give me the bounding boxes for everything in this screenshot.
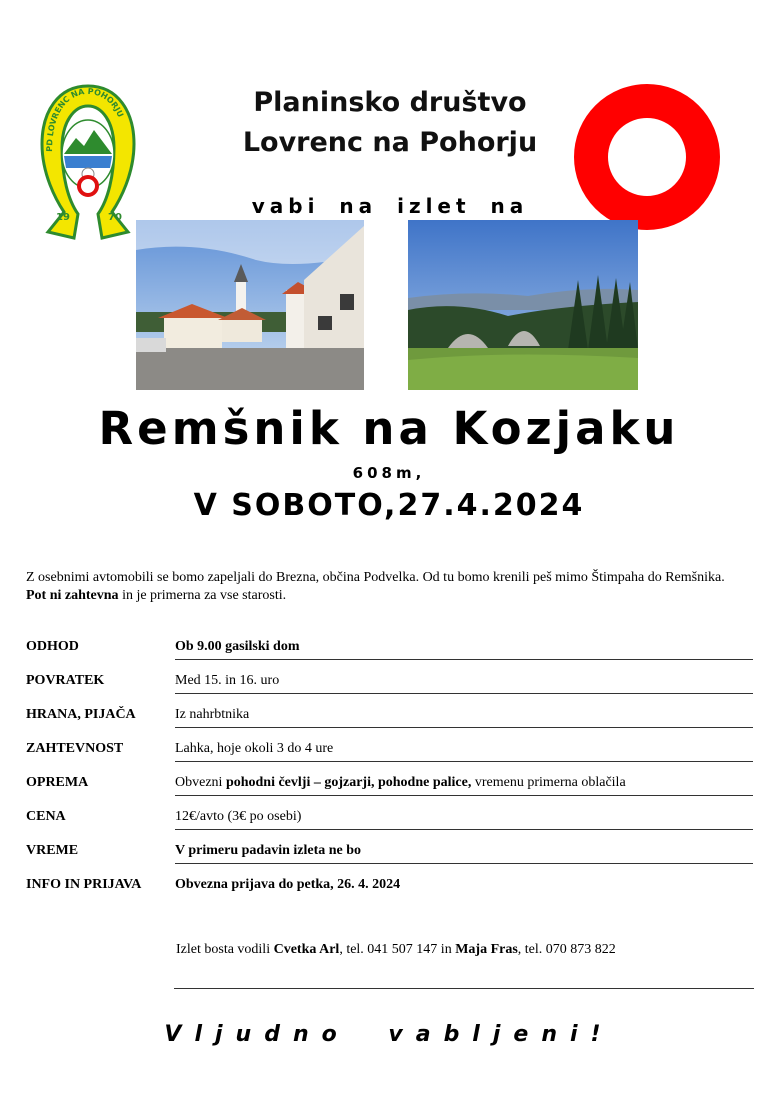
leaders-post: , tel. 070 873 822 xyxy=(517,942,616,957)
row-zahtevnost xyxy=(26,736,754,766)
oprema-pre: Obvezni xyxy=(175,775,226,790)
intro-text-1: Z osebnimi avtomobili se bomo zapeljali do Brezna, občina Podvelka. Od tu bomo krenili peš mimo Štimpaha do Remšnika. xyxy=(26,570,725,585)
leaders-pre: Izlet bosta vodili xyxy=(176,942,274,957)
label-odhod: ODHOD xyxy=(26,639,79,654)
row-info xyxy=(26,872,754,902)
invite-text: vabi na izlet na xyxy=(251,194,529,218)
value-hrana: Iz nahrbtnika xyxy=(175,702,753,728)
intro-text-2: in je primerna za vse starosti. xyxy=(118,588,287,603)
value-vreme: V primeru padavin izleta ne bo xyxy=(175,838,753,864)
label-oprema: OPREMA xyxy=(26,775,89,790)
oprema-bold: pohodni čevlji – gojzarji, pohodne palice, xyxy=(225,775,472,790)
intro-paragraph xyxy=(26,569,746,605)
value-povratek: Med 15. in 16. uro xyxy=(175,668,753,694)
event-title: Remšnik na Kozjaku xyxy=(98,402,680,455)
row-cena xyxy=(26,804,754,834)
value-info: Obvezna prijava do petka, 26. 4. 2024 xyxy=(175,877,401,892)
logo-arc-text: PD LOVRENC NA POHORJU xyxy=(44,86,126,152)
row-hrana xyxy=(26,702,754,732)
logo-lake xyxy=(64,156,112,168)
value-oprema xyxy=(175,770,753,796)
label-info: INFO IN PRIJAVA xyxy=(26,877,142,892)
intro-bold: Pot ni zahtevna xyxy=(26,588,119,603)
label-hrana: HRANA, PIJAČA xyxy=(26,707,136,722)
org-name-line1: Planinsko društvo xyxy=(253,87,527,118)
label-povratek: POVRATEK xyxy=(26,673,105,688)
value-odhod: Ob 9.00 gasilski dom xyxy=(175,634,753,660)
row-povratek xyxy=(26,668,754,698)
leader-name-2: Maja Fras xyxy=(455,942,518,957)
closing-text: Vljudno vabljeni! xyxy=(164,1022,614,1047)
org-name-line2: Lovrenc na Pohorju xyxy=(242,127,538,158)
label-vreme: VREME xyxy=(26,843,79,858)
signature-line xyxy=(174,988,754,989)
label-cena: CENA xyxy=(26,809,66,824)
leader-name-1: Cvetka Arl xyxy=(273,942,340,957)
value-cena: 12€/avto (3€ po osebi) xyxy=(175,804,753,830)
village-photo xyxy=(136,220,364,390)
event-date: V SOBOTO,27.4.2024 xyxy=(193,488,585,523)
row-odhod xyxy=(26,634,754,664)
leaders-mid: , tel. 041 507 147 in xyxy=(339,942,456,957)
logo-center-dot xyxy=(79,177,97,195)
row-vreme xyxy=(26,838,754,868)
value-zahtevnost: Lahka, hoje okoli 3 do 4 ure xyxy=(175,736,753,762)
label-zahtevnost: ZAHTEVNOST xyxy=(26,741,124,756)
red-ring-marker xyxy=(572,82,722,232)
logo-year-right: 70 xyxy=(108,212,122,223)
landscape-photo xyxy=(408,220,638,390)
leaders-line xyxy=(176,942,736,958)
logo-year-left: 19 xyxy=(56,212,70,223)
pd-logo xyxy=(38,82,138,244)
oprema-post: vremenu primerna oblačila xyxy=(471,775,626,790)
row-oprema xyxy=(26,770,754,800)
event-altitude: 608m, xyxy=(352,464,426,482)
